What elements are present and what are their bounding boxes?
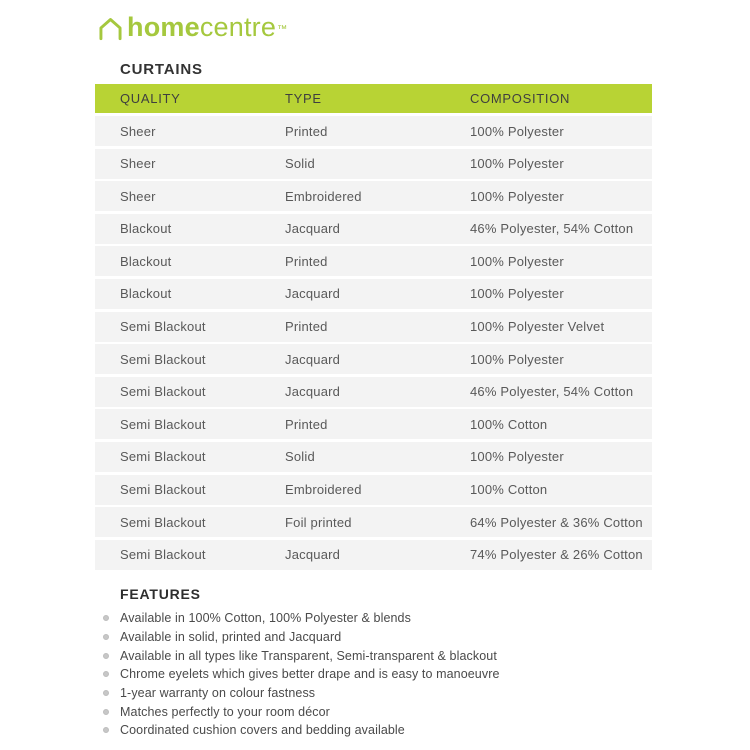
type-cell: Printed xyxy=(285,319,328,335)
table-row xyxy=(95,377,652,407)
quality-cell: Semi Blackout xyxy=(120,514,206,530)
quality-cell: Blackout xyxy=(120,286,172,302)
bullet-icon xyxy=(103,727,109,733)
column-header-type: TYPE xyxy=(285,91,322,106)
type-cell: Embroidered xyxy=(285,188,362,204)
quality-cell: Semi Blackout xyxy=(120,416,206,432)
type-cell: Printed xyxy=(285,253,328,269)
table-row xyxy=(95,116,652,146)
bullet-icon xyxy=(103,709,109,715)
table-row xyxy=(95,246,652,276)
composition-cell: 100% Polyester xyxy=(470,449,564,465)
table-row xyxy=(95,181,652,211)
page-title: CURTAINS xyxy=(120,61,203,78)
feature-item xyxy=(95,646,652,665)
quality-cell: Sheer xyxy=(120,156,156,172)
composition-cell: 64% Polyester & 36% Cotton xyxy=(470,514,643,530)
curtains-spec-table xyxy=(95,84,652,570)
quality-cell: Semi Blackout xyxy=(120,482,206,498)
feature-text: 1-year warranty on colour fastness xyxy=(120,686,316,701)
features-title: FEATURES xyxy=(120,586,201,602)
type-cell: Solid xyxy=(285,156,315,172)
table-row xyxy=(95,540,652,570)
table-row xyxy=(95,344,652,374)
brand-name-home: home xyxy=(127,12,200,42)
composition-cell: 100% Cotton xyxy=(470,482,548,498)
type-cell: Jacquard xyxy=(285,547,341,563)
type-cell: Jacquard xyxy=(285,384,341,400)
brand-logo xyxy=(97,13,286,42)
composition-cell: 100% Polyester xyxy=(470,253,564,269)
table-header-row xyxy=(95,84,652,113)
bullet-icon xyxy=(103,671,109,677)
feature-text: Available in 100% Cotton, 100% Polyester & blends xyxy=(120,611,411,626)
quality-cell: Semi Blackout xyxy=(120,384,206,400)
feature-item xyxy=(95,628,652,647)
table-row xyxy=(95,507,652,537)
bullet-icon xyxy=(103,615,109,621)
house-icon xyxy=(97,15,124,42)
feature-text: Matches perfectly to your room décor xyxy=(120,704,330,719)
feature-item xyxy=(95,665,652,684)
table-row xyxy=(95,149,652,179)
quality-cell: Semi Blackout xyxy=(120,351,206,367)
features-section xyxy=(95,586,652,740)
type-cell: Solid xyxy=(285,449,315,465)
quality-cell: Semi Blackout xyxy=(120,319,206,335)
feature-text: Coordinated cushion covers and bedding available xyxy=(120,723,405,738)
composition-cell: 100% Polyester xyxy=(470,351,564,367)
quality-cell: Sheer xyxy=(120,188,156,204)
type-cell: Printed xyxy=(285,123,328,139)
table-body xyxy=(95,116,652,570)
table-row xyxy=(95,442,652,472)
type-cell: Jacquard xyxy=(285,351,341,367)
quality-cell: Blackout xyxy=(120,221,172,237)
type-cell: Jacquard xyxy=(285,221,341,237)
feature-item xyxy=(95,609,652,628)
brand-name xyxy=(127,14,286,41)
features-list xyxy=(95,609,652,740)
quality-cell: Semi Blackout xyxy=(120,449,206,465)
feature-item xyxy=(95,684,652,703)
feature-item xyxy=(95,721,652,740)
brand-name-centre: centre xyxy=(199,12,277,42)
composition-cell: 74% Polyester & 26% Cotton xyxy=(470,547,643,563)
bullet-icon xyxy=(103,634,109,640)
composition-cell: 46% Polyester, 54% Cotton xyxy=(470,221,634,237)
trademark-symbol: ™ xyxy=(277,24,288,35)
bullet-icon xyxy=(103,653,109,659)
composition-cell: 100% Polyester xyxy=(470,123,564,139)
quality-cell: Sheer xyxy=(120,123,156,139)
composition-cell: 100% Polyester Velvet xyxy=(470,319,605,335)
table-row xyxy=(95,214,652,244)
table-row xyxy=(95,475,652,505)
quality-cell: Semi Blackout xyxy=(120,547,206,563)
type-cell: Printed xyxy=(285,416,328,432)
table-row xyxy=(95,312,652,342)
feature-text: Chrome eyelets which gives better drape and is easy to manoeuvre xyxy=(120,667,500,682)
type-cell: Embroidered xyxy=(285,482,362,498)
column-header-composition: COMPOSITION xyxy=(470,91,571,106)
composition-cell: 46% Polyester, 54% Cotton xyxy=(470,384,634,400)
table-row xyxy=(95,409,652,439)
composition-cell: 100% Polyester xyxy=(470,156,564,172)
type-cell: Foil printed xyxy=(285,514,352,530)
composition-cell: 100% Polyester xyxy=(470,188,564,204)
column-header-quality: QUALITY xyxy=(120,91,181,106)
composition-cell: 100% Polyester xyxy=(470,286,564,302)
type-cell: Jacquard xyxy=(285,286,341,302)
feature-text: Available in all types like Transparent, Semi-transparent & blackout xyxy=(120,648,497,663)
composition-cell: 100% Cotton xyxy=(470,416,548,432)
feature-text: Available in solid, printed and Jacquard xyxy=(120,630,342,645)
quality-cell: Blackout xyxy=(120,253,172,269)
table-row xyxy=(95,279,652,309)
bullet-icon xyxy=(103,690,109,696)
feature-item xyxy=(95,702,652,721)
